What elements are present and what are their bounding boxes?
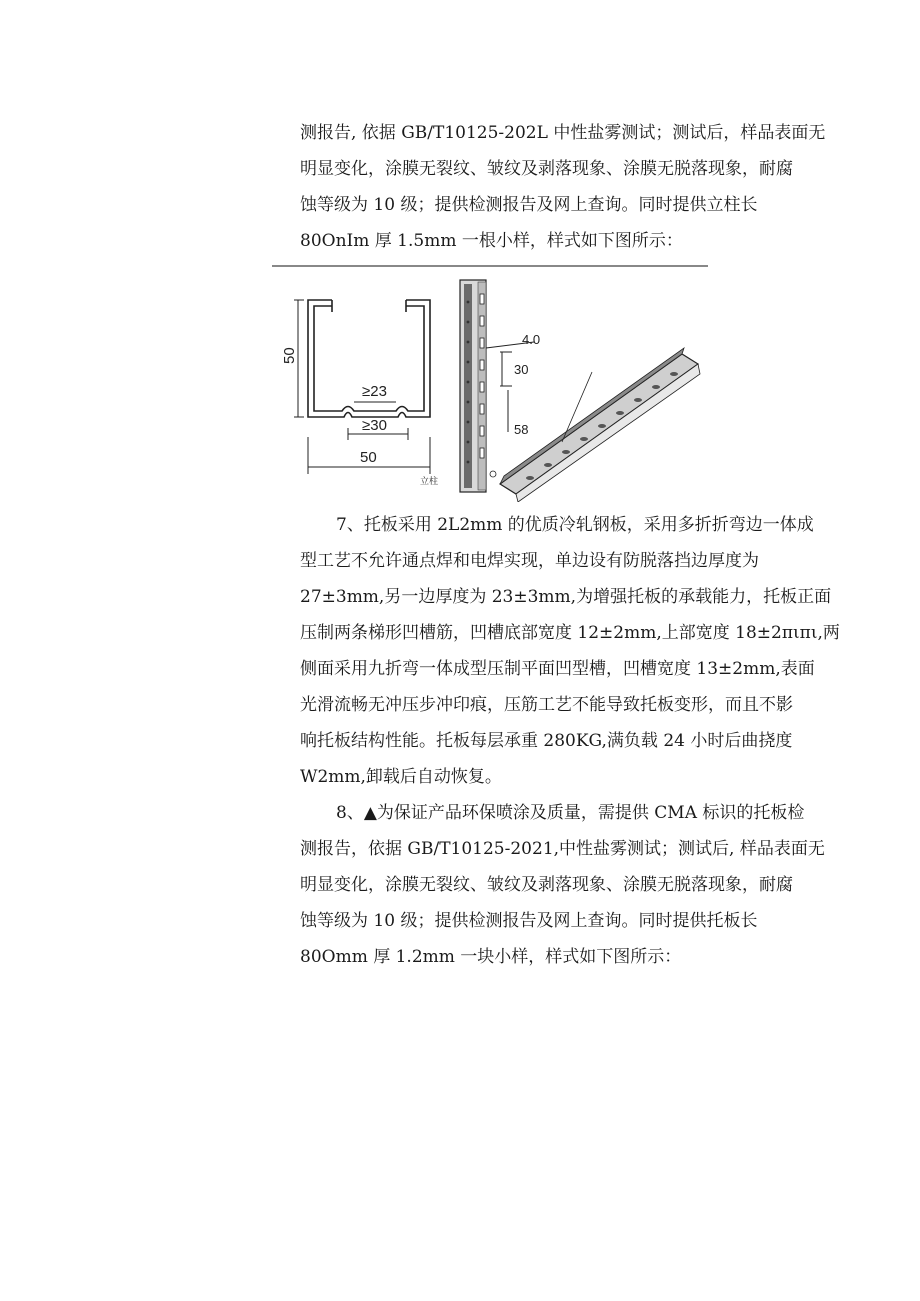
- text-line: 80OnIm 厚 1.5mm 一根小样，样式如下图所示：: [300, 231, 683, 251]
- dimension-label: 50: [360, 449, 377, 466]
- text-line: 响托板结构性能。托板每层承重 280KG,满负载 24 小时后曲挠度: [300, 731, 793, 751]
- figure-caption: 立柱: [420, 477, 439, 487]
- text-line: 光滑流畅无冲压步冲印痕，压筋工艺不能导致托板变形，而且不影: [300, 695, 793, 715]
- text-line: 明显变化，涂膜无裂纹、皱纹及剥落现象、涂膜无脱落现象，耐腐: [300, 875, 793, 895]
- upright-column-drawing: [460, 280, 496, 492]
- text-line: 型工艺不允许通点焊和电焊实现，单边设有防脱落挡边厚度为: [300, 551, 759, 571]
- dimension-label: 58: [514, 422, 529, 437]
- text-line: 蚀等级为 10 级；提供检测报告及网上查询。同时提供托板长: [300, 911, 758, 931]
- text-line: 侧面采用九折弯一体成型压制平面凹型槽，凹槽宽度 13±2mm,表面: [300, 659, 815, 679]
- text-line: 7、托板采用 2L2mm 的优质冷轧钢板，采用多折折弯边一体成: [336, 515, 814, 535]
- text-line: 压制两条梯形凹槽筋，凹槽底部宽度 12±2mm,上部宽度 18±2πιπι,两: [300, 623, 840, 643]
- text-line: 80Omm 厚 1.2mm 一块小样，样式如下图所示：: [300, 947, 682, 967]
- beam-drawing: [500, 348, 700, 502]
- text-line: 明显变化，涂膜无裂纹、皱纹及剥落现象、涂膜无脱落现象，耐腐: [300, 159, 793, 179]
- text-line: 测报告, 依据 GB/T10125-202L 中性盐雾测试；测试后，样品表面无: [300, 123, 826, 143]
- dimension-label: 4.0: [522, 332, 541, 347]
- dimension-label: ≥30: [362, 417, 387, 434]
- text-line: W2mm,卸载后自动恢复。: [300, 767, 502, 787]
- text-line: 27±3mm,另一边厚度为 23±3mm,为增强托板的承载能力，托板正面: [300, 587, 832, 607]
- dimension-label: 30: [514, 362, 529, 377]
- text-line: 8、▲为保证产品环保喷涂及质量，需提供 CMA 标识的托板检: [336, 803, 805, 823]
- column-profile-figure: [272, 262, 712, 502]
- dimension-label: 50: [281, 347, 298, 364]
- dimension-label: ≥23: [362, 383, 387, 400]
- text-line: 测报告，依据 GB/T10125-2021,中性盐雾测试；测试后, 样品表面无: [300, 839, 825, 859]
- text-line: 蚀等级为 10 级；提供检测报告及网上查询。同时提供立柱长: [300, 195, 758, 215]
